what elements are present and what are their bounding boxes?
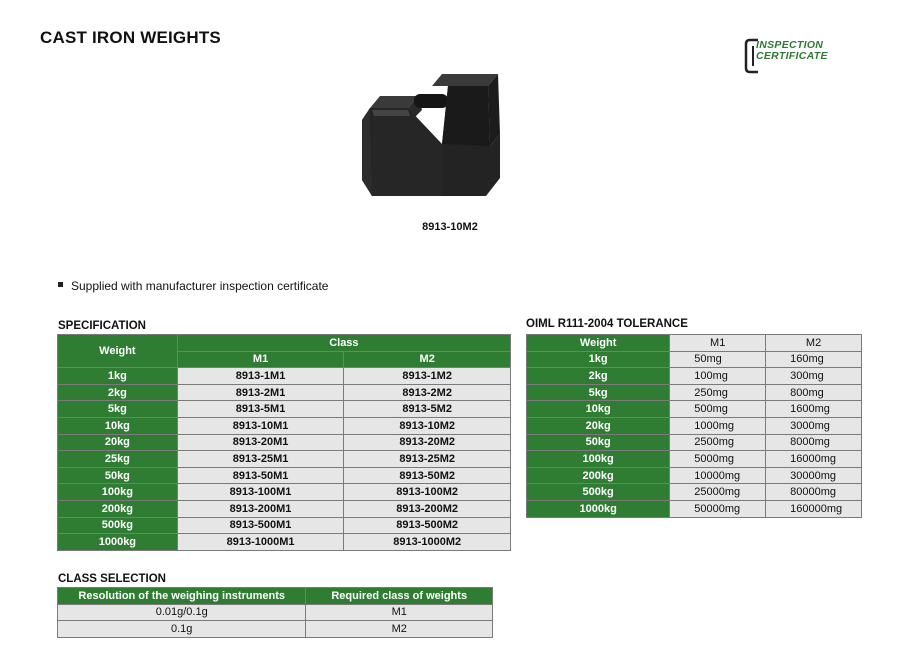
tol-weight-cell: 1kg (527, 351, 670, 368)
tol-m2-header: M2 (766, 335, 862, 352)
spec-m1-cell: 8913-10M1 (177, 417, 344, 434)
product-caption: 8913-10M2 (422, 221, 478, 233)
spec-m1-cell: 8913-500M1 (177, 517, 344, 534)
spec-m2-cell: 8913-20M2 (344, 434, 511, 451)
table-row (58, 451, 511, 468)
spec-m2-cell: 8913-10M2 (344, 417, 511, 434)
cls-class-cell: M2 (306, 621, 493, 638)
spec-m1-header: M1 (177, 351, 344, 368)
spec-m2-cell: 8913-2M2 (344, 384, 511, 401)
tol-m1-cell: 500mg (670, 401, 766, 418)
table-row (527, 467, 862, 484)
tol-m1-cell: 100mg (670, 368, 766, 385)
spec-m2-cell: 8913-25M2 (344, 451, 511, 468)
tol-m2-cell: 16000mg (766, 451, 862, 468)
tol-weight-cell: 500kg (527, 484, 670, 501)
spec-weight-cell: 25kg (58, 451, 178, 468)
table-row (58, 467, 511, 484)
tol-m2-cell: 80000mg (766, 484, 862, 501)
spec-weight-cell: 2kg (58, 384, 178, 401)
cls-required-class-header: Required class of weights (306, 588, 493, 605)
inspection-certificate-badge (744, 38, 854, 74)
table-row (58, 384, 511, 401)
table-row (58, 604, 493, 621)
tol-weight-cell: 100kg (527, 451, 670, 468)
tol-m2-cell: 3000mg (766, 417, 862, 434)
spec-m1-cell: 8913-200M1 (177, 500, 344, 517)
class-selection-title: CLASS SELECTION (58, 573, 166, 585)
tolerance-title: OIML R111-2004 TOLERANCE (526, 318, 688, 330)
spec-weight-header: Weight (58, 335, 178, 368)
table-row (527, 484, 862, 501)
spec-m1-cell: 8913-1M1 (177, 368, 344, 385)
cls-resolution-header: Resolution of the weighing instruments (58, 588, 306, 605)
tol-m1-cell: 1000mg (670, 417, 766, 434)
tol-m2-cell: 8000mg (766, 434, 862, 451)
cls-resolution-cell: 0.01g/0.1g (58, 604, 306, 621)
tolerance-table (526, 334, 862, 518)
table-row (58, 621, 493, 638)
spec-weight-cell: 50kg (58, 467, 178, 484)
table-row (58, 417, 511, 434)
table-row (527, 384, 862, 401)
spec-weight-cell: 500kg (58, 517, 178, 534)
specification-table (57, 334, 511, 551)
spec-m2-cell: 8913-50M2 (344, 467, 511, 484)
spec-m1-cell: 8913-50M1 (177, 467, 344, 484)
spec-m2-cell: 8913-5M2 (344, 401, 511, 418)
table-row (58, 500, 511, 517)
tol-m2-cell: 160mg (766, 351, 862, 368)
spec-weight-cell: 1kg (58, 368, 178, 385)
spec-m1-cell: 8913-5M1 (177, 401, 344, 418)
bullet-text: Supplied with manufacturer inspection certificate (71, 279, 329, 293)
tol-weight-cell: 20kg (527, 417, 670, 434)
spec-m2-cell: 8913-200M2 (344, 500, 511, 517)
tol-m1-cell: 5000mg (670, 451, 766, 468)
spec-m1-cell: 8913-2M1 (177, 384, 344, 401)
table-row (58, 484, 511, 501)
spec-m1-cell: 8913-100M1 (177, 484, 344, 501)
table-row (527, 368, 862, 385)
cls-resolution-cell: 0.1g (58, 621, 306, 638)
table-row (58, 401, 511, 418)
tol-m1-cell: 50000mg (670, 500, 766, 517)
tol-m1-cell: 25000mg (670, 484, 766, 501)
spec-class-header: Class (177, 335, 510, 352)
spec-m1-cell: 8913-25M1 (177, 451, 344, 468)
tol-weight-cell: 200kg (527, 467, 670, 484)
table-row (527, 401, 862, 418)
table-row (58, 434, 511, 451)
tol-m1-header: M1 (670, 335, 766, 352)
spec-m2-cell: 8913-500M2 (344, 517, 511, 534)
spec-m2-cell: 8913-1000M2 (344, 534, 511, 551)
spec-weight-cell: 200kg (58, 500, 178, 517)
tol-weight-cell: 10kg (527, 401, 670, 418)
spec-weight-cell: 1000kg (58, 534, 178, 551)
spec-m2-header: M2 (344, 351, 511, 368)
certificate-badge-text: INSPECTION CERTIFICATE (756, 39, 828, 62)
page-title: CAST IRON WEIGHTS (40, 28, 221, 47)
spec-weight-cell: 10kg (58, 417, 178, 434)
tol-m2-cell: 1600mg (766, 401, 862, 418)
tol-m1-cell: 250mg (670, 384, 766, 401)
spec-m2-cell: 8913-100M2 (344, 484, 511, 501)
table-row (58, 534, 511, 551)
specification-title: SPECIFICATION (58, 320, 146, 332)
tol-m2-cell: 800mg (766, 384, 862, 401)
tol-weight-cell: 50kg (527, 434, 670, 451)
cast-iron-weight-image (358, 70, 508, 200)
tol-m2-cell: 160000mg (766, 500, 862, 517)
spec-m1-cell: 8913-1000M1 (177, 534, 344, 551)
tol-m1-cell: 50mg (670, 351, 766, 368)
tol-m2-cell: 30000mg (766, 467, 862, 484)
table-row (527, 434, 862, 451)
cls-class-cell: M1 (306, 604, 493, 621)
bullet-item (58, 279, 328, 293)
tol-weight-cell: 1000kg (527, 500, 670, 517)
table-row (58, 517, 511, 534)
tol-weight-cell: 5kg (527, 384, 670, 401)
tol-weight-header: Weight (527, 335, 670, 352)
tol-m1-cell: 2500mg (670, 434, 766, 451)
tol-m1-cell: 10000mg (670, 467, 766, 484)
spec-weight-cell: 5kg (58, 401, 178, 418)
table-row (527, 417, 862, 434)
class-selection-table (57, 587, 493, 638)
spec-m1-cell: 8913-20M1 (177, 434, 344, 451)
table-row (527, 351, 862, 368)
table-row (58, 368, 511, 385)
tol-weight-cell: 2kg (527, 368, 670, 385)
spec-weight-cell: 20kg (58, 434, 178, 451)
bullet-square-icon (58, 282, 63, 287)
spec-weight-cell: 100kg (58, 484, 178, 501)
table-row (527, 500, 862, 517)
tol-m2-cell: 300mg (766, 368, 862, 385)
table-row (527, 451, 862, 468)
spec-m2-cell: 8913-1M2 (344, 368, 511, 385)
